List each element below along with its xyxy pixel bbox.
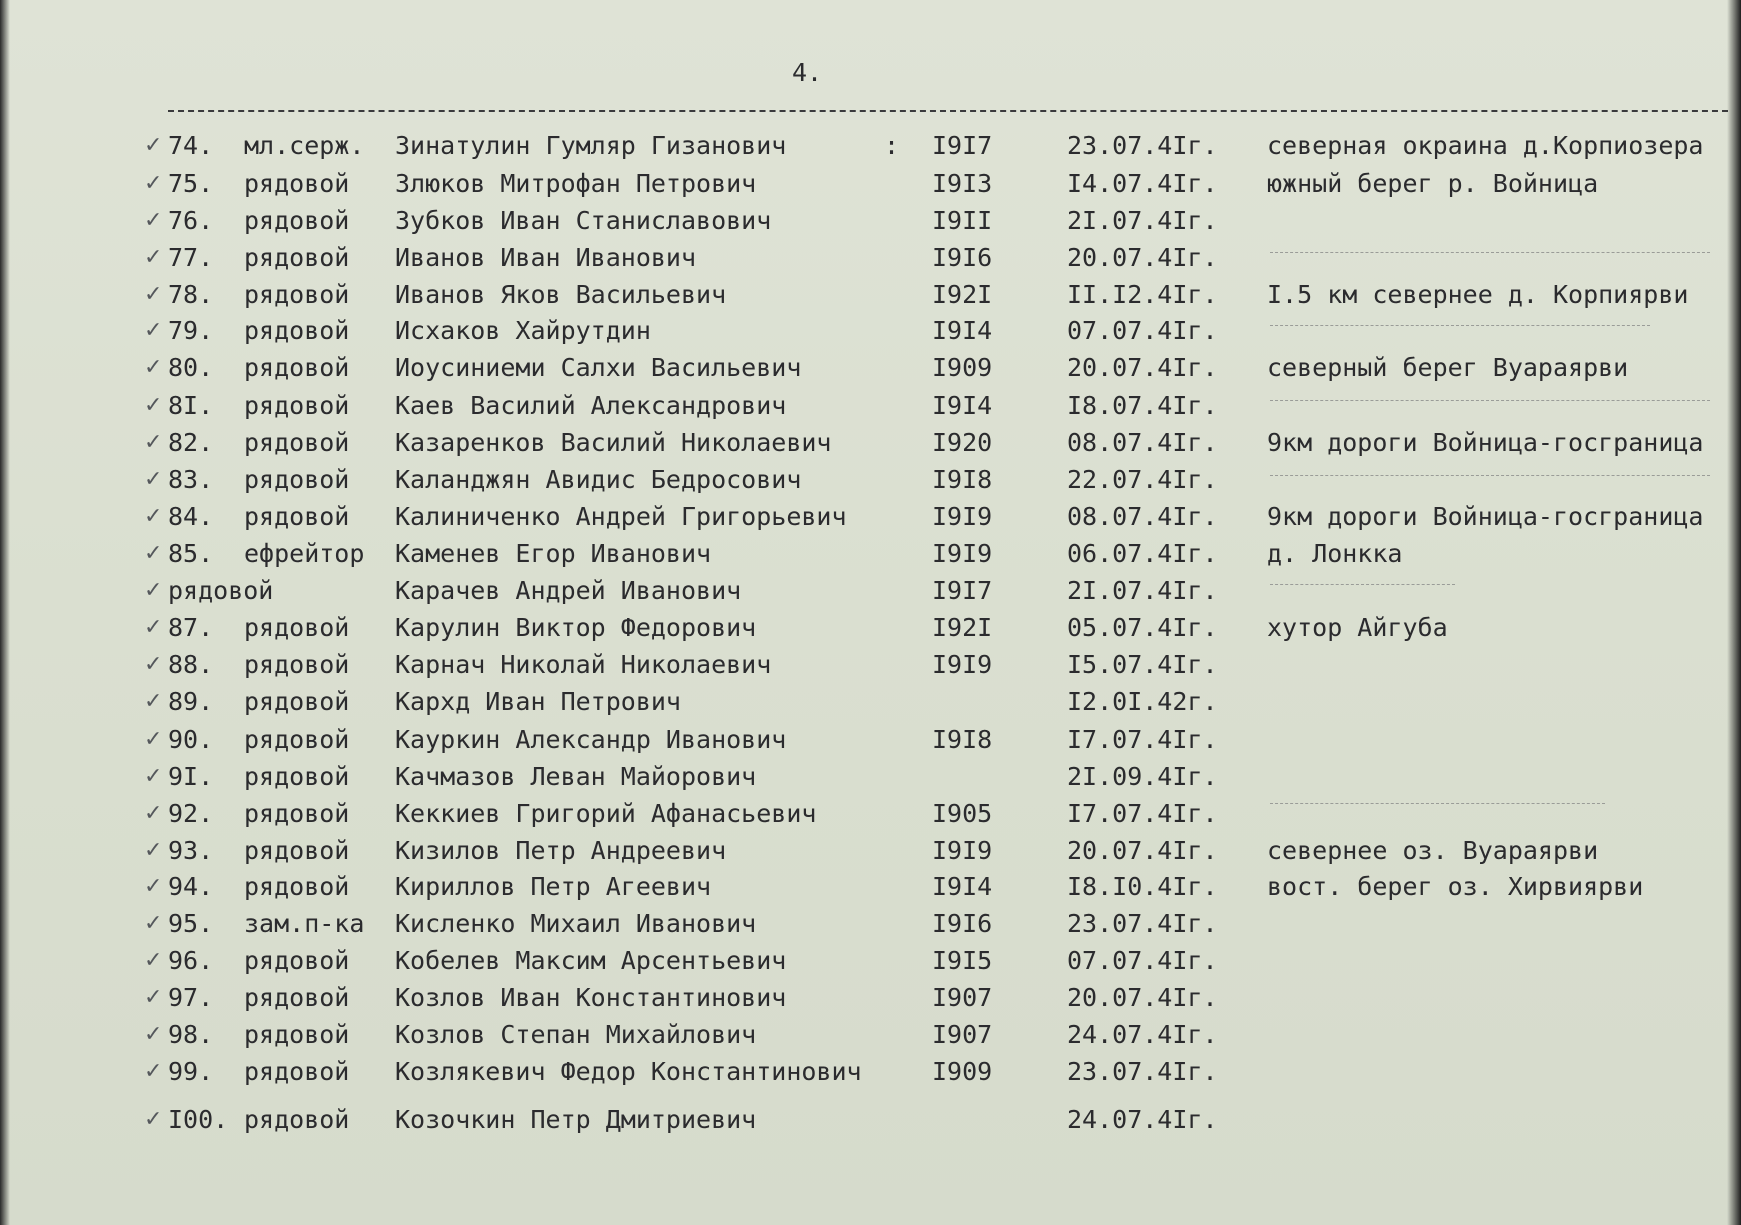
name-cell: Казаренков Василий Николаевич — [395, 428, 832, 457]
birth-year-cell: I9I6 — [932, 909, 993, 938]
rank-cell: рядовой — [244, 1105, 350, 1134]
page-number: 4. — [792, 58, 823, 87]
check-mark: ✓ — [144, 985, 163, 1010]
row-number: 83. — [168, 465, 214, 494]
birth-year-cell: I905 — [932, 799, 993, 828]
check-mark: ✓ — [144, 541, 163, 566]
rank-cell: рядовой — [244, 1020, 350, 1049]
date-cell: I7.07.4Iг. — [1067, 799, 1218, 828]
place-cell: д. Лонкка — [1267, 539, 1403, 568]
rank-cell: зам.п-ка — [244, 909, 365, 938]
row-number: 85. — [168, 539, 214, 568]
rank-cell: рядовой — [244, 799, 350, 828]
row-number: 76. — [168, 206, 214, 235]
birth-year-cell: I9I8 — [932, 725, 993, 754]
check-mark: ✓ — [144, 727, 163, 752]
row-number: 96. — [168, 946, 214, 975]
row-number: 79. — [168, 316, 214, 345]
row-number: 78. — [168, 280, 214, 309]
check-mark: ✓ — [144, 1059, 163, 1084]
rank-cell: рядовой — [244, 243, 350, 272]
name-cell: Кисленко Михаил Иванович — [395, 909, 757, 938]
date-cell: 06.07.4Iг. — [1067, 539, 1218, 568]
row-number: 82. — [168, 428, 214, 457]
check-mark: ✓ — [144, 578, 163, 603]
rank-cell: рядовой — [244, 391, 350, 420]
place-cell: северная окраина д.Корпиозера — [1267, 131, 1704, 160]
rank-cell: рядовой — [244, 502, 350, 531]
rank-cell: рядовой — [244, 983, 350, 1012]
date-cell: 08.07.4Iг. — [1067, 428, 1218, 457]
check-mark: ✓ — [144, 208, 163, 233]
rank-cell: рядовой — [244, 353, 350, 382]
placeholder-dash-line — [1270, 584, 1455, 585]
row-number: 80. — [168, 353, 214, 382]
rank-cell: рядовой — [168, 576, 274, 605]
name-cell: Карачев Андрей Иванович — [395, 576, 742, 605]
name-cell: Калиниченко Андрей Григорьевич — [395, 502, 847, 531]
name-cell: Каланджян Авидис Бедросович — [395, 465, 802, 494]
date-cell: 22.07.4Iг. — [1067, 465, 1218, 494]
name-cell: Кархд Иван Петрович — [395, 687, 681, 716]
row-number: 8I. — [168, 391, 214, 420]
date-cell: 20.07.4Iг. — [1067, 243, 1218, 272]
date-cell: I8.I0.4Iг. — [1067, 872, 1218, 901]
name-cell: Козочкин Петр Дмитриевич — [395, 1105, 757, 1134]
birth-year-cell: I9I7 — [932, 576, 993, 605]
check-mark: ✓ — [144, 171, 163, 196]
row-number: I00. — [168, 1105, 229, 1134]
name-cell: Козлов Иван Константинович — [395, 983, 787, 1012]
place-cell: вост. берег оз. Хирвиярви — [1267, 872, 1644, 901]
check-mark: ✓ — [144, 504, 163, 529]
row-number: 94. — [168, 872, 214, 901]
rank-cell: рядовой — [244, 687, 350, 716]
check-mark: ✓ — [144, 1022, 163, 1047]
check-mark: ✓ — [144, 430, 163, 455]
name-cell: Иоусиниеми Салхи Васильевич — [395, 353, 802, 382]
rank-cell: рядовой — [244, 650, 350, 679]
birth-year-cell: I909 — [932, 353, 993, 382]
rank-cell: рядовой — [244, 206, 350, 235]
birth-year-cell: I907 — [932, 1020, 993, 1049]
date-cell: 20.07.4Iг. — [1067, 836, 1218, 865]
row-number: 87. — [168, 613, 214, 642]
check-mark: ✓ — [144, 1107, 163, 1132]
birth-year-cell: I920 — [932, 428, 993, 457]
birth-year-cell: I9I5 — [932, 946, 993, 975]
date-cell: 23.07.4Iг. — [1067, 909, 1218, 938]
check-mark: ✓ — [144, 133, 163, 158]
date-cell: 20.07.4Iг. — [1067, 353, 1218, 382]
rank-cell: рядовой — [244, 428, 350, 457]
name-cell: Кириллов Петр Агеевич — [395, 872, 712, 901]
check-mark: ✓ — [144, 838, 163, 863]
rank-cell: мл.серж. — [244, 131, 365, 160]
name-cell: Зинатулин Гумляр Гизанович — [395, 131, 787, 160]
rank-cell: рядовой — [244, 725, 350, 754]
row-number: 97. — [168, 983, 214, 1012]
check-mark: ✓ — [144, 245, 163, 270]
rank-cell: ефрейтор — [244, 539, 365, 568]
row-number: 74. — [168, 131, 214, 160]
name-cell: Кеккиев Григорий Афанасьевич — [395, 799, 817, 828]
birth-year-cell: I909 — [932, 1057, 993, 1086]
name-cell: Иванов Яков Васильевич — [395, 280, 727, 309]
date-cell: 05.07.4Iг. — [1067, 613, 1218, 642]
name-cell: Козлякевич Федор Константинович — [395, 1057, 862, 1086]
name-cell: Козлов Степан Михайлович — [395, 1020, 757, 1049]
check-mark: ✓ — [144, 764, 163, 789]
place-cell: южный берег р. Войница — [1267, 169, 1599, 198]
row-number: 93. — [168, 836, 214, 865]
date-cell: 2I.07.4Iг. — [1067, 576, 1218, 605]
date-cell: 07.07.4Iг. — [1067, 946, 1218, 975]
name-cell: Зубков Иван Станиславович — [395, 206, 772, 235]
date-cell: 24.07.4Iг. — [1067, 1105, 1218, 1134]
placeholder-dash-line — [1270, 803, 1605, 804]
row-number: 77. — [168, 243, 214, 272]
rank-cell: рядовой — [244, 946, 350, 975]
place-cell: I.5 км севернее д. Корпиярви — [1267, 280, 1689, 309]
check-mark: ✓ — [144, 689, 163, 714]
rank-cell: рядовой — [244, 316, 350, 345]
row-number: 99. — [168, 1057, 214, 1086]
rank-cell: рядовой — [244, 872, 350, 901]
date-cell: I7.07.4Iг. — [1067, 725, 1218, 754]
birth-year-cell: I9I6 — [932, 243, 993, 272]
place-cell: 9км дороги Войница-госграница — [1267, 502, 1704, 531]
check-mark: ✓ — [144, 318, 163, 343]
birth-year-cell: I9II — [932, 206, 993, 235]
name-cell: Качмазов Леван Майорович — [395, 762, 757, 791]
row-number: 9I. — [168, 762, 214, 791]
row-number: 90. — [168, 725, 214, 754]
rank-cell: рядовой — [244, 762, 350, 791]
birth-year-cell: I9I4 — [932, 316, 993, 345]
name-cell: Иванов Иван Иванович — [395, 243, 697, 272]
check-mark: ✓ — [144, 355, 163, 380]
check-mark: ✓ — [144, 393, 163, 418]
name-cell: Исхаков Хайрутдин — [395, 316, 651, 345]
date-cell: 2I.09.4Iг. — [1067, 762, 1218, 791]
name-cell: Карулин Виктор Федорович — [395, 613, 757, 642]
rank-cell: рядовой — [244, 836, 350, 865]
birth-year-cell: I9I4 — [932, 391, 993, 420]
date-cell: II.I2.4Iг. — [1067, 280, 1218, 309]
rank-cell: рядовой — [244, 1057, 350, 1086]
row-number: 98. — [168, 1020, 214, 1049]
date-cell: 24.07.4Iг. — [1067, 1020, 1218, 1049]
rank-cell: рядовой — [244, 280, 350, 309]
check-mark: ✓ — [144, 652, 163, 677]
row-number: 95. — [168, 909, 214, 938]
birth-year-cell: I9I7 — [932, 131, 993, 160]
check-mark: ✓ — [144, 911, 163, 936]
name-cell: Злюков Митрофан Петрович — [395, 169, 757, 198]
row-number: 88. — [168, 650, 214, 679]
birth-year-cell: I9I9 — [932, 539, 993, 568]
date-cell: 07.07.4Iг. — [1067, 316, 1218, 345]
birth-year-cell: I9I4 — [932, 872, 993, 901]
check-mark: ✓ — [144, 467, 163, 492]
name-cell: Каменев Егор Иванович — [395, 539, 712, 568]
name-cell: Карнач Николай Николаевич — [395, 650, 772, 679]
placeholder-dash-line — [1270, 400, 1710, 401]
name-cell: Кобелев Максим Арсентьевич — [395, 946, 787, 975]
header-rule — [168, 110, 1728, 112]
place-cell: хутор Айгуба — [1267, 613, 1448, 642]
date-cell: I8.07.4Iг. — [1067, 391, 1218, 420]
check-mark: ✓ — [144, 874, 163, 899]
check-mark: ✓ — [144, 801, 163, 826]
check-mark: ✓ — [144, 615, 163, 640]
separator-cell: : — [884, 131, 900, 160]
row-number: 84. — [168, 502, 214, 531]
name-cell: Кизилов Петр Андреевич — [395, 836, 727, 865]
placeholder-dash-line — [1270, 475, 1710, 476]
date-cell: I4.07.4Iг. — [1067, 169, 1218, 198]
place-cell: 9км дороги Войница-госграница — [1267, 428, 1704, 457]
date-cell: 08.07.4Iг. — [1067, 502, 1218, 531]
birth-year-cell: I907 — [932, 983, 993, 1012]
name-cell: Каев Василий Александрович — [395, 391, 787, 420]
birth-year-cell: I9I9 — [932, 502, 993, 531]
rank-cell: рядовой — [244, 613, 350, 642]
check-mark: ✓ — [144, 282, 163, 307]
place-cell: северный берег Вуараярви — [1267, 353, 1629, 382]
row-number: 75. — [168, 169, 214, 198]
date-cell: 23.07.4Iг. — [1067, 131, 1218, 160]
rank-cell: рядовой — [244, 169, 350, 198]
placeholder-dash-line — [1270, 325, 1650, 326]
rank-cell: рядовой — [244, 465, 350, 494]
placeholder-dash-line — [1270, 252, 1710, 253]
date-cell: I2.0I.42г. — [1067, 687, 1218, 716]
date-cell: 20.07.4Iг. — [1067, 983, 1218, 1012]
birth-year-cell: I9I9 — [932, 650, 993, 679]
birth-year-cell: I92I — [932, 613, 993, 642]
date-cell: 23.07.4Iг. — [1067, 1057, 1218, 1086]
place-cell: севернее оз. Вуараярви — [1267, 836, 1599, 865]
birth-year-cell: I9I8 — [932, 465, 993, 494]
date-cell: 2I.07.4Iг. — [1067, 206, 1218, 235]
date-cell: I5.07.4Iг. — [1067, 650, 1218, 679]
row-number: 89. — [168, 687, 214, 716]
birth-year-cell: I9I3 — [932, 169, 993, 198]
birth-year-cell: I9I9 — [932, 836, 993, 865]
birth-year-cell: I92I — [932, 280, 993, 309]
row-number: 92. — [168, 799, 214, 828]
check-mark: ✓ — [144, 948, 163, 973]
name-cell: Кауркин Александр Иванович — [395, 725, 787, 754]
